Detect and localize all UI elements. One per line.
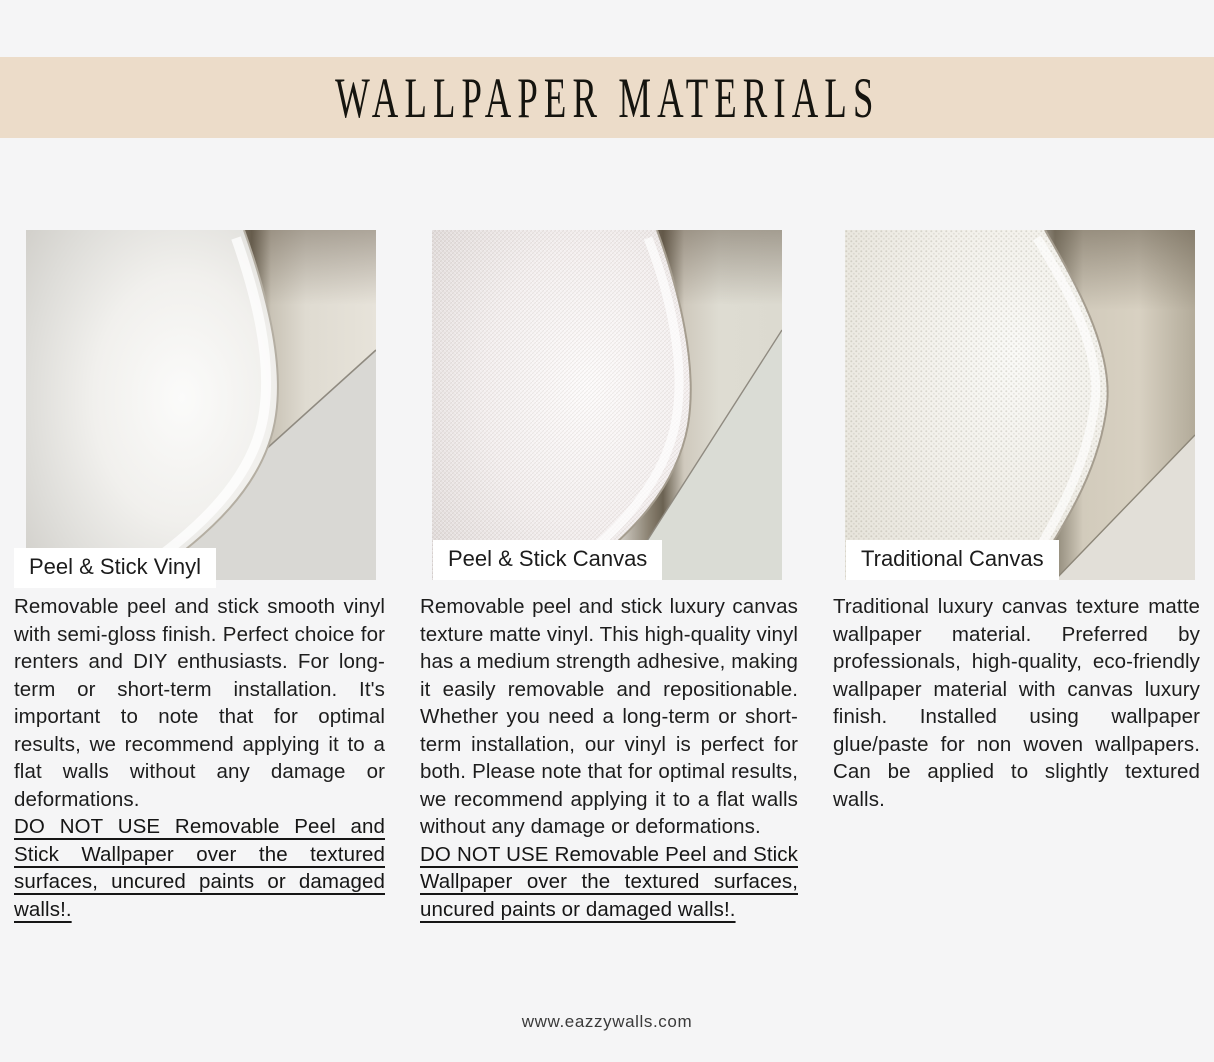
warning-text: DO NOT USE Removable Peel and Stick Wallpaper over the textured surfaces, uncured paints or damaged walls!. xyxy=(420,842,798,921)
sample-figure xyxy=(420,230,798,580)
material-card-peel-stick-vinyl xyxy=(14,230,385,923)
smooth-vinyl-sample-image xyxy=(26,230,376,580)
sample-figure xyxy=(14,230,385,580)
material-card-traditional-canvas xyxy=(833,230,1200,923)
warning-text: DO NOT USE Removable Peel and Stick Wallpaper over the textured surfaces, uncured paints or damaged walls!. xyxy=(14,815,385,921)
footer xyxy=(0,1012,1214,1032)
header-band xyxy=(0,57,1214,138)
page-title: WALLPAPER MATERIALS xyxy=(334,65,880,130)
material-name-label: Traditional Canvas xyxy=(846,540,1059,580)
material-name-label: Peel & Stick Vinyl xyxy=(14,548,216,588)
traditional-canvas-sample-image xyxy=(845,230,1195,580)
material-description: Traditional luxury canvas texture matte wallpaper material. Preferred by professionals, high-quality, eco-friendly wallpaper material with canvas luxury finish. Installed using wallpaper glue/paste for non woven wallpapers. Can be applied to slightly textured walls. xyxy=(833,595,1200,811)
canvas-vinyl-sample-image xyxy=(432,230,782,580)
material-description: Removable peel and stick luxury canvas texture matte vinyl. This high-quality vinyl has a medium strength adhesive, making it easily removable and repositionable. Whether you need a long-term or short-term installation, our vinyl is perfect for both. Please note that for optimal results, we recommend applying it to a flat walls without any damage or deformations. xyxy=(420,595,798,838)
material-card-peel-stick-canvas xyxy=(420,230,798,923)
materials-grid xyxy=(14,230,1200,923)
website-url: www.eazzywalls.com xyxy=(521,1012,693,1031)
sample-figure xyxy=(833,230,1200,580)
material-name-label: Peel & Stick Canvas xyxy=(433,540,662,580)
material-description: Removable peel and stick smooth vinyl with semi-gloss finish. Perfect choice for renters and DIY enthusiasts. For long-term or short-term installation. It's important to note that for optimal results, we recommend applying it to a flat walls without any damage or deformations. xyxy=(14,595,385,811)
